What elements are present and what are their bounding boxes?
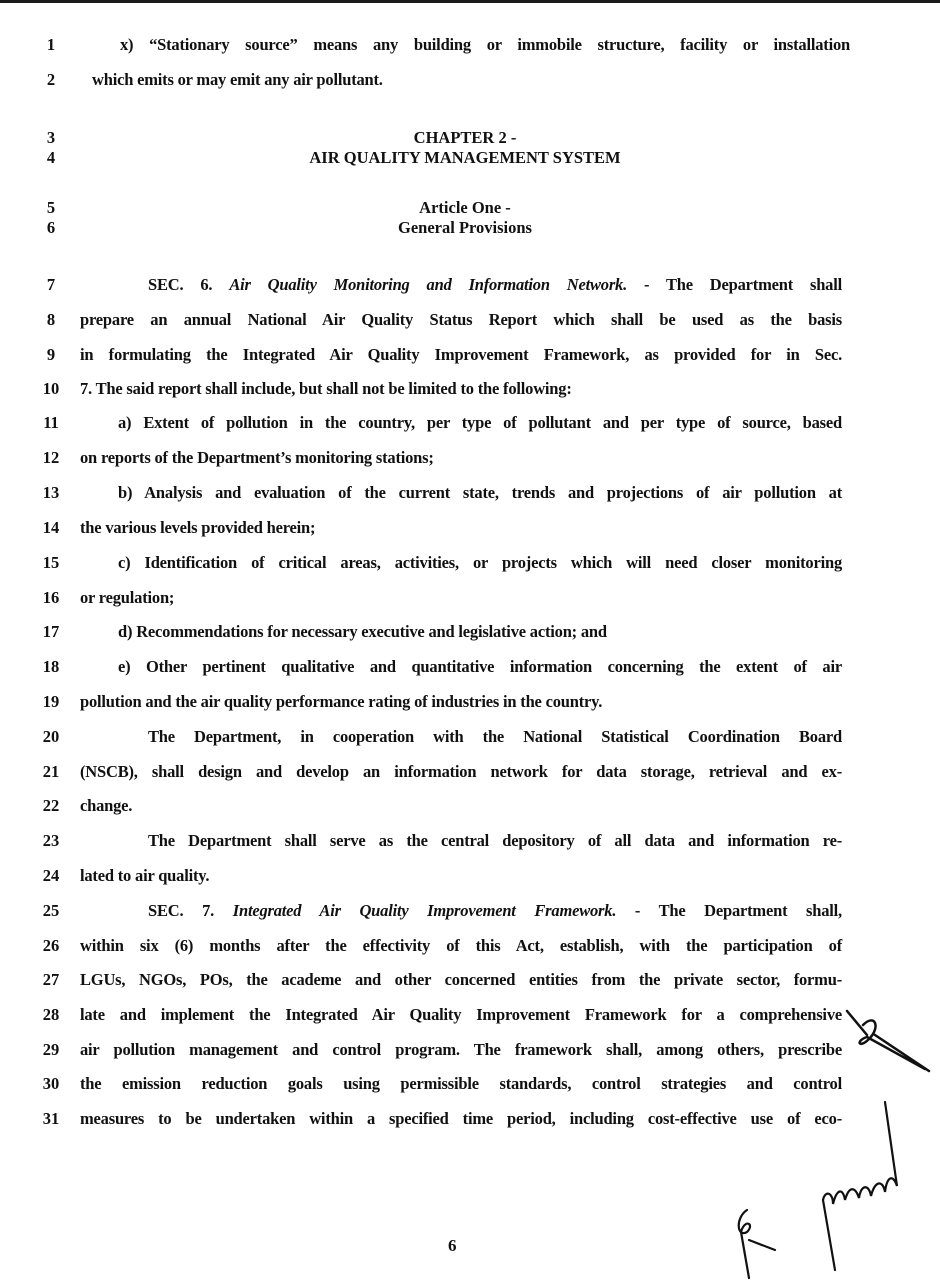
line-number: 23 (42, 831, 60, 850)
line-number: 24 (42, 866, 60, 885)
line-number: 6 (46, 218, 56, 237)
list-item-e: e) Other pertinent qualitative and quantitative information concerning the extent of air (118, 657, 842, 676)
line-text: late and implement the Integrated Air Quality Improvement Framework for a comprehensive (80, 1005, 842, 1024)
list-item-b: b) Analysis and evaluation of the current state, trends and projections of air pollution at (118, 483, 842, 502)
line-number: 16 (42, 588, 60, 607)
section-label: SEC. 7. (148, 901, 215, 920)
line-number: 5 (46, 198, 56, 217)
line-number: 11 (43, 413, 59, 432)
handwritten-signature (725, 1100, 935, 1280)
line-text: measures to be undertaken within a specified time period, including cost-effective use of eco- (80, 1109, 842, 1128)
line-text: (NSCB), shall design and develop an information network for data storage, retrieval and ex- (80, 762, 842, 781)
line-14 (0, 516, 940, 540)
line-number: 1 (46, 35, 56, 54)
line-26 (0, 934, 940, 958)
section-title: Air Quality Monitoring and Information Network. (229, 275, 628, 294)
line-16 (0, 586, 940, 610)
line-17 (0, 620, 940, 644)
line-6 (0, 216, 940, 240)
line-30 (0, 1072, 940, 1096)
line-text: The Department shall serve as the central depository of all data and information re- (148, 831, 842, 850)
line-9 (0, 343, 940, 367)
line-28 (0, 1003, 940, 1027)
line-number: 7 (46, 275, 56, 294)
line-text: lated to air quality. (80, 866, 210, 885)
line-text: 7. The said report shall include, but shall not be limited to the following: (80, 379, 572, 398)
line-29 (0, 1038, 940, 1062)
line-4 (0, 146, 940, 170)
list-item-c: c) Identification of critical areas, activities, or projects which will need closer monitoring (118, 553, 842, 572)
line-text: air pollution management and control program. The framework shall, among others, prescribe (80, 1040, 842, 1059)
line-23 (0, 829, 940, 853)
line-7 (0, 273, 940, 297)
line-10 (0, 377, 940, 401)
line-text: on reports of the Department’s monitoring stations; (80, 448, 434, 467)
line-number: 27 (42, 970, 60, 989)
line-number: 9 (46, 345, 56, 364)
article-heading: Article One - (419, 198, 511, 217)
line-text: which emits or may emit any air pollutant. (92, 70, 383, 89)
chapter-heading: CHAPTER 2 - (413, 128, 517, 147)
line-1 (0, 33, 940, 57)
line-13 (0, 481, 940, 505)
page-number: 6 (448, 1236, 457, 1255)
line-24 (0, 864, 940, 888)
line-text: the emission reduction goals using permissible standards, control strategies and control (80, 1074, 842, 1093)
line-number: 22 (42, 796, 60, 815)
line-text: in formulating the Integrated Air Quality Improvement Framework, as provided for in Sec. (80, 345, 842, 364)
line-number: 15 (42, 553, 60, 572)
line-20 (0, 725, 940, 749)
line-number: 14 (42, 518, 60, 537)
line-number: 26 (42, 936, 60, 955)
section-6-heading (148, 273, 842, 297)
article-title: General Provisions (398, 218, 532, 237)
margin-initial-mark (845, 1005, 935, 1075)
line-number: 28 (42, 1005, 60, 1024)
line-18 (0, 655, 940, 679)
line-11 (0, 411, 940, 435)
line-27 (0, 968, 940, 992)
line-12 (0, 446, 940, 470)
line-number: 20 (42, 727, 60, 746)
list-item-a: a) Extent of pollution in the country, per type of pollutant and per type of source, based (118, 413, 842, 432)
section-title: Integrated Air Quality Improvement Framework. (232, 901, 617, 920)
line-text: within six (6) months after the effectivity of this Act, establish, with the participation of (80, 936, 842, 955)
line-number: 21 (42, 762, 60, 781)
line-15 (0, 551, 940, 575)
scan-top-edge (0, 0, 940, 3)
line-text: change. (80, 796, 133, 815)
line-number: 2 (46, 70, 56, 89)
line-number: 13 (42, 483, 60, 502)
line-number: 17 (42, 622, 60, 641)
line-number: 4 (46, 148, 56, 167)
line-text: LGUs, NGOs, POs, the academe and other concerned entities from the private sector, formu- (80, 970, 842, 989)
line-number: 30 (42, 1074, 60, 1093)
section-label: SEC. 6. (148, 275, 213, 294)
chapter-title: AIR QUALITY MANAGEMENT SYSTEM (309, 148, 621, 167)
line-number: 18 (42, 657, 60, 676)
line-number: 8 (46, 310, 56, 329)
line-text: The Department, in cooperation with the National Statistical Coordination Board (148, 727, 842, 746)
line-2 (0, 68, 940, 92)
section-lead: - The Department shall (627, 275, 842, 294)
line-number: 29 (42, 1040, 60, 1059)
line-number: 12 (42, 448, 60, 467)
line-text: prepare an annual National Air Quality Status Report which shall be used as the basis (80, 310, 842, 329)
line-text: x) “Stationary source” means any building or immobile structure, facility or installation (120, 35, 850, 54)
line-text: pollution and the air quality performance rating of industries in the country. (80, 692, 603, 711)
list-item-d: d) Recommendations for necessary executive and legislative action; and (118, 622, 607, 641)
line-number: 31 (42, 1109, 60, 1128)
line-25 (0, 899, 940, 923)
line-number: 19 (42, 692, 60, 711)
line-number: 3 (46, 128, 56, 147)
line-21 (0, 760, 940, 784)
section-7-heading (148, 899, 842, 923)
section-lead: - The Department shall, (616, 901, 842, 920)
line-number: 10 (42, 379, 60, 398)
line-number: 25 (42, 901, 60, 920)
line-text: or regulation; (80, 588, 175, 607)
line-8 (0, 308, 940, 332)
line-text: the various levels provided herein; (80, 518, 316, 537)
line-19 (0, 690, 940, 714)
line-22 (0, 794, 940, 818)
